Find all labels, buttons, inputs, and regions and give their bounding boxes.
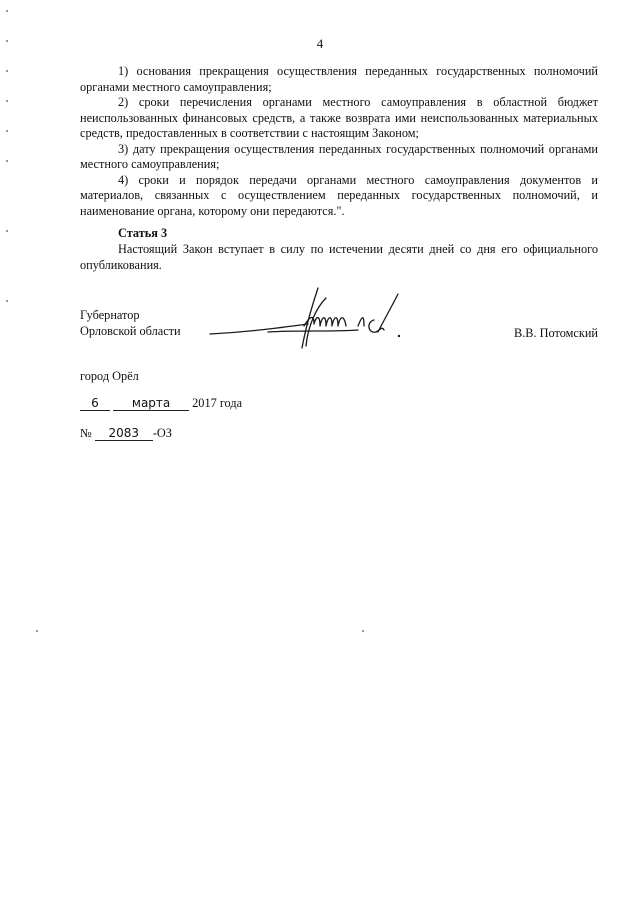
signatory-title xyxy=(80,307,181,339)
list-item: 4) сроки и порядок передачи органами местного самоуправления документов и материалов, связанных с осуществлением переданных государственных полномочий, и наименование органа, которому они передаются.". xyxy=(80,172,598,218)
list-item: 2) сроки перечисления органами местного самоуправления в областной бюджет неиспользованных финансовых средств, а также возврата ими неиспользованных материальных средств, предоставленных в соответствии с настоящим Законом; xyxy=(80,95,598,140)
law-number-suffix: -ОЗ xyxy=(152,426,172,440)
page-number: 4 xyxy=(316,36,324,51)
list-item: 1) основания прекращения осуществления переданных государственных полномочий органами местного самоуправления; xyxy=(80,64,598,94)
date-month: марта xyxy=(113,397,189,411)
signing-date xyxy=(80,396,242,411)
date-year: 2017 года xyxy=(192,396,243,410)
date-day: 6 xyxy=(80,397,110,411)
handwritten-signature xyxy=(208,286,408,356)
law-number xyxy=(80,426,172,441)
law-amendment-list xyxy=(80,64,598,219)
signatory-name: В.В. Потомский xyxy=(514,326,598,340)
law-number-value: 2083 xyxy=(95,427,153,441)
signatory-title-line: Губернатор xyxy=(80,308,140,322)
signatory-title-line: Орловской области xyxy=(80,324,181,338)
number-sign: № xyxy=(80,426,92,440)
article-title: Статья 3 xyxy=(118,226,168,240)
city: город Орёл xyxy=(80,369,139,383)
list-item: 3) дату прекращения осуществления переданных государственных полномочий органами местного самоуправления; xyxy=(80,141,598,171)
article-text: Настоящий Закон вступает в силу по истечении десяти дней со дня его официального опубликования. xyxy=(80,242,598,272)
